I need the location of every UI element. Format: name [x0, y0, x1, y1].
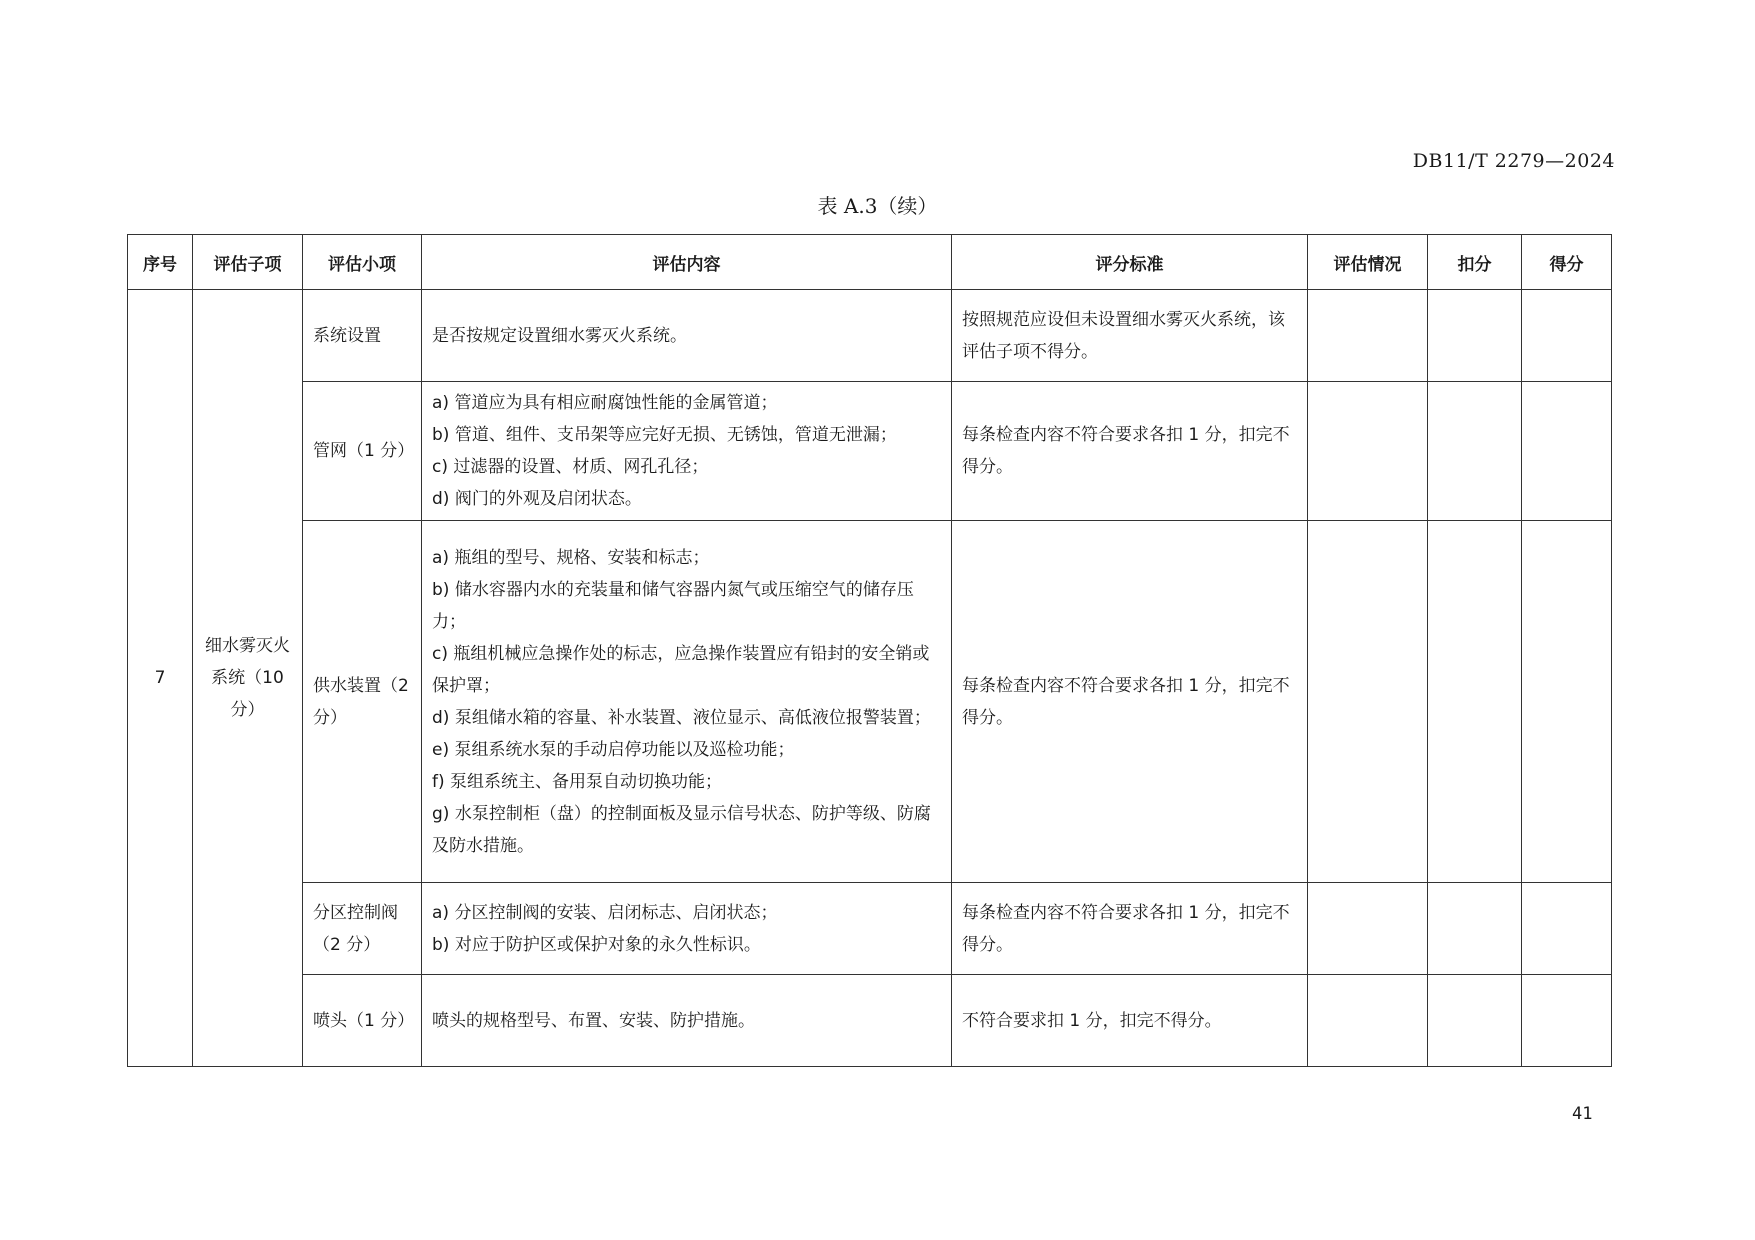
- row-subitem: 细水雾灭火系统（10 分）: [193, 290, 303, 1067]
- content-line: 喷头的规格型号、布置、安装、防护措施。: [432, 1010, 755, 1031]
- small-item: 供水装置（2 分）: [303, 521, 422, 883]
- deduction-cell: [1428, 382, 1522, 521]
- deduction-cell: [1428, 975, 1522, 1067]
- document-code: DB11/T 2279—2024: [1412, 150, 1615, 172]
- content-line: 是否按规定设置细水雾灭火系统。: [432, 325, 687, 346]
- col-score: 得分: [1522, 235, 1612, 290]
- status-cell: [1308, 521, 1428, 883]
- status-cell: [1308, 975, 1428, 1067]
- table-row: [128, 975, 1612, 1067]
- content-cell: [422, 382, 952, 521]
- score-cell: [1522, 883, 1612, 975]
- content-cell: [422, 521, 952, 883]
- col-subitem: 评估子项: [193, 235, 303, 290]
- content-line: c) 过滤器的设置、材质、网孔孔径；: [432, 457, 709, 477]
- col-status: 评估情况: [1308, 235, 1428, 290]
- row-index: 7: [128, 290, 193, 1067]
- small-item: 管网（1 分）: [303, 382, 422, 521]
- table-row: [128, 521, 1612, 883]
- criteria-cell: 每条检查内容不符合要求各扣 1 分，扣完不得分。: [952, 883, 1308, 975]
- content-line: d) 泵组储水箱的容量、补水装置、液位显示、高低液位报警装置；: [432, 707, 931, 728]
- criteria-cell: 每条检查内容不符合要求各扣 1 分，扣完不得分。: [952, 382, 1308, 521]
- score-cell: [1522, 290, 1612, 382]
- status-cell: [1308, 382, 1428, 521]
- small-item: 喷头（1 分）: [303, 975, 422, 1067]
- content-line: b) 储水容器内水的充装量和储气容器内氮气或压缩空气的储存压力；: [432, 579, 914, 632]
- col-index: 序号: [128, 235, 193, 290]
- content-line: e) 泵组系统水泵的手动启停功能以及巡检功能；: [432, 739, 795, 760]
- page-number: 41: [1572, 1104, 1593, 1124]
- small-item: 分区控制阀（2 分）: [303, 883, 422, 975]
- header-row: [128, 235, 1612, 290]
- col-deduction: 扣分: [1428, 235, 1522, 290]
- deduction-cell: [1428, 290, 1522, 382]
- criteria-cell: 每条检查内容不符合要求各扣 1 分，扣完不得分。: [952, 521, 1308, 883]
- table-title: 表 A.3（续）: [817, 194, 938, 218]
- col-content: 评估内容: [422, 235, 952, 290]
- status-cell: [1308, 290, 1428, 382]
- content-line: d) 阀门的外观及启闭状态。: [432, 489, 642, 509]
- small-item: 系统设置: [303, 290, 422, 382]
- content-cell: [422, 883, 952, 975]
- content-line: a) 分区控制阀的安装、启闭标志、启闭状态；: [432, 902, 778, 923]
- col-small-item: 评估小项: [303, 235, 422, 290]
- score-cell: [1522, 521, 1612, 883]
- content-line: c) 瓶组机械应急操作处的标志，应急操作装置应有铅封的安全销或保护罩；: [432, 643, 930, 696]
- content-line: b) 对应于防护区或保护对象的永久性标识。: [432, 934, 761, 955]
- criteria-cell: 不符合要求扣 1 分，扣完不得分。: [952, 975, 1308, 1067]
- table-row: [128, 382, 1612, 521]
- content-line: b) 管道、组件、支吊架等应完好无损、无锈蚀，管道无泄漏；: [432, 425, 897, 445]
- content-line: a) 管道应为具有相应耐腐蚀性能的金属管道；: [432, 393, 778, 413]
- content-line: a) 瓶组的型号、规格、安装和标志；: [432, 547, 710, 568]
- content-cell: [422, 290, 952, 382]
- content-line: g) 水泵控制柜（盘）的控制面板及显示信号状态、防护等级、防腐及防水措施。: [432, 803, 931, 856]
- table-row: [128, 290, 1612, 382]
- table-row: [128, 883, 1612, 975]
- status-cell: [1308, 883, 1428, 975]
- deduction-cell: [1428, 883, 1522, 975]
- content-cell: [422, 975, 952, 1067]
- deduction-cell: [1428, 521, 1522, 883]
- criteria-cell: 按照规范应设但未设置细水雾灭火系统，该评估子项不得分。: [952, 290, 1308, 382]
- col-criteria: 评分标准: [952, 235, 1308, 290]
- assessment-table: [127, 234, 1612, 1067]
- score-cell: [1522, 382, 1612, 521]
- score-cell: [1522, 975, 1612, 1067]
- content-line: f) 泵组系统主、备用泵自动切换功能；: [432, 771, 723, 792]
